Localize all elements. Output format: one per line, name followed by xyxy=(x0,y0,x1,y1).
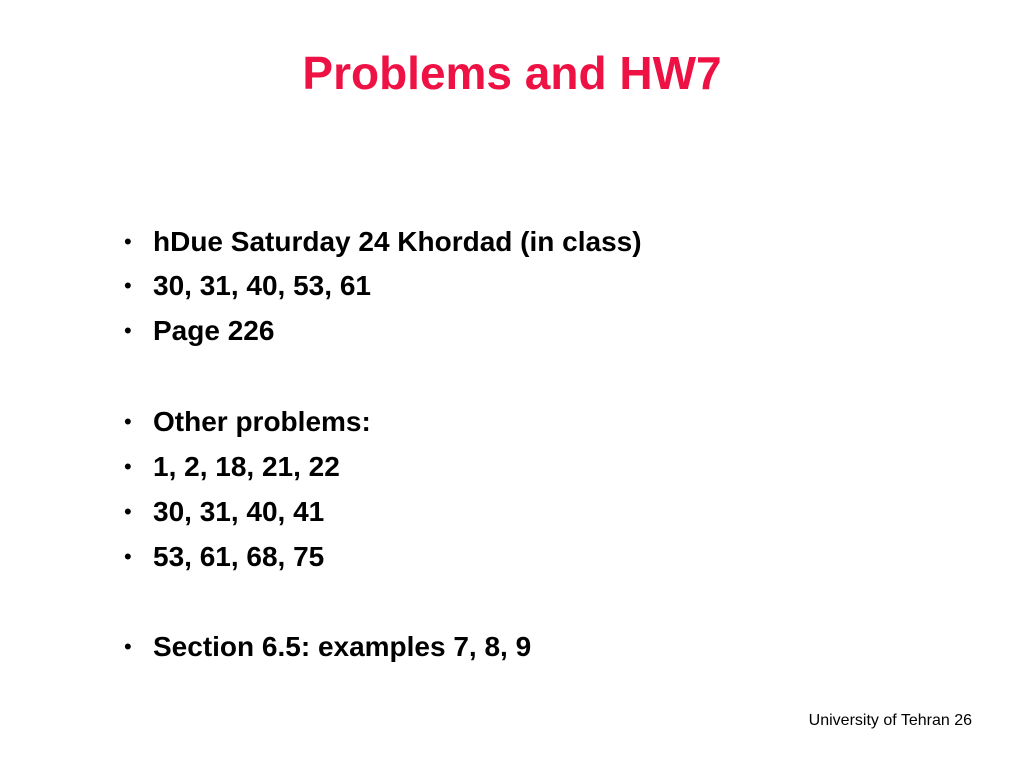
bullet-text: 30, 31, 40, 53, 61 xyxy=(153,270,371,301)
bullet-item-other-problems xyxy=(124,404,371,440)
bullet-dot-icon: • xyxy=(124,454,132,479)
slide-footer: University of Tehran 26 xyxy=(808,712,972,729)
bullet-item-hw-problems xyxy=(124,268,371,304)
bullet-dot-icon: • xyxy=(124,499,132,524)
bullet-text: 30, 31, 40, 41 xyxy=(153,496,325,527)
bullet-dot-icon: • xyxy=(124,544,132,569)
bullet-item-section-examples xyxy=(124,629,531,665)
bullet-text: 1, 2, 18, 21, 22 xyxy=(153,451,340,482)
bullet-dot-icon: • xyxy=(124,273,132,298)
bullet-item-problem-set-1 xyxy=(124,449,340,485)
bullet-text: Section 6.5: examples 7, 8, 9 xyxy=(153,631,532,662)
bullet-text: Other problems: xyxy=(153,406,371,437)
bullet-dot-icon: • xyxy=(124,409,132,434)
bullet-dot-icon: • xyxy=(124,229,132,254)
bullet-text: 53, 61, 68, 75 xyxy=(153,541,325,572)
bullet-dot-icon: • xyxy=(124,634,132,659)
bullet-dot-icon: • xyxy=(124,318,132,343)
bullet-text: Page 226 xyxy=(153,315,275,346)
bullet-item-due-date xyxy=(124,224,642,260)
bullet-item-page xyxy=(124,313,274,349)
bullet-item-problem-set-2 xyxy=(124,494,324,530)
bullet-item-problem-set-3 xyxy=(124,539,324,575)
bullet-text: hDue Saturday 24 Khordad (in class) xyxy=(153,226,642,257)
slide-title: Problems and HW7 xyxy=(302,47,722,99)
